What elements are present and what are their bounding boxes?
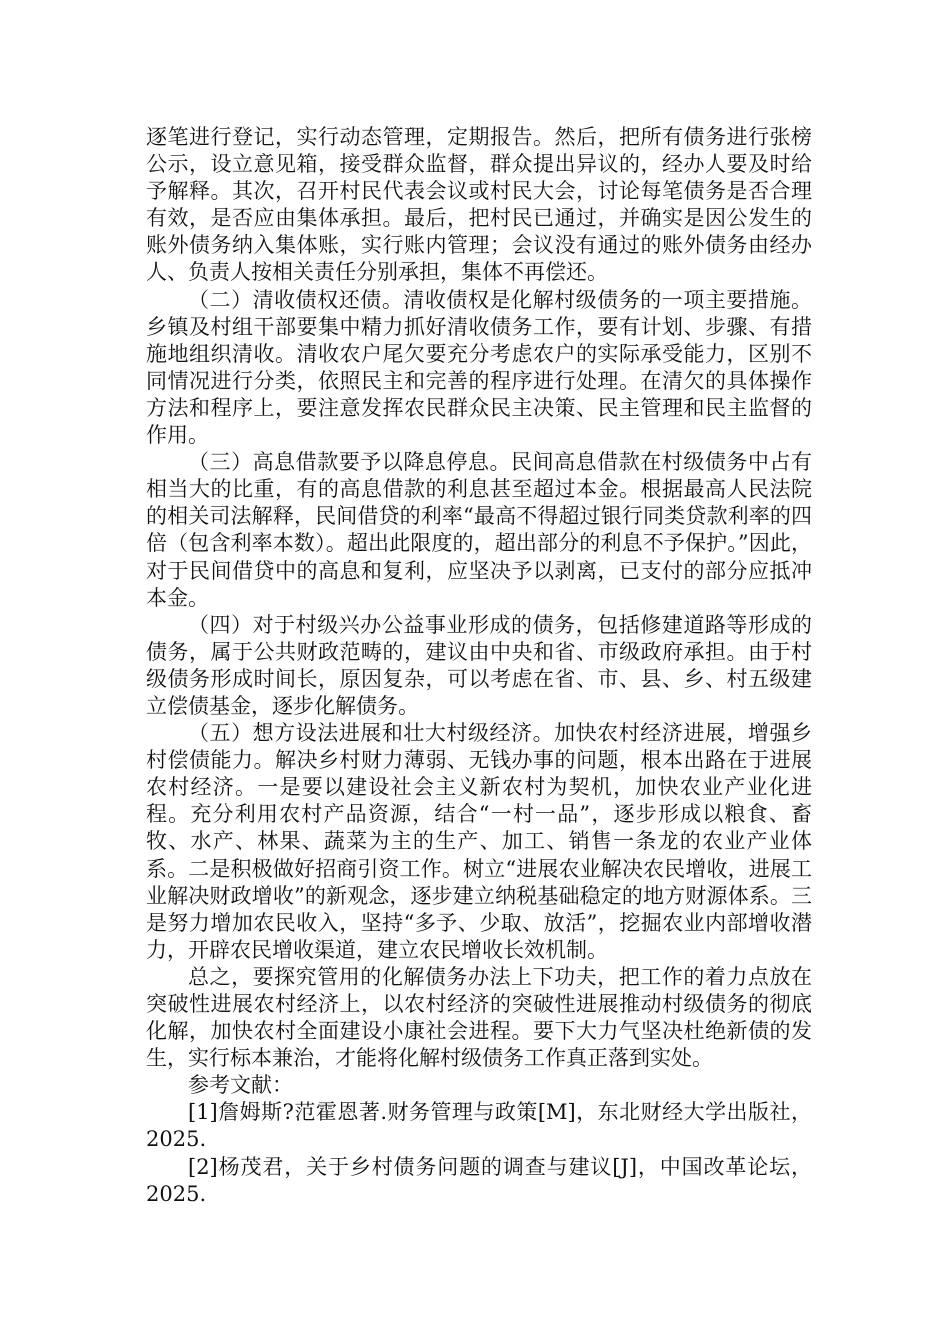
references-heading: 参考文献： [188,1073,293,1098]
paragraph-high-interest-loans: （三）高息借款要予以降息停息。民间高息借款在村级债务中占有相当大的比重，有的高息借款的利息甚至超过本金。根据最高人民法院的相关司法解释，民间借贷的利率“最高不得超过银行同类贷款利率的四倍（包含利率本数）。超出此限度的，超出部分的利息不予保护。”因此，对于民间借贷中的高息和复利，应坚决予以剥离，已支付的部分应抵冲本金。 [146,450,812,610]
document-body [146,124,812,1208]
paragraph-collect-claims: （二）清收债权还债。清收债权是化解村级债务的一项主要措施。乡镇及村组干部要集中精力抓好清收债务工作，要有计划、步骤、有措施地组织清收。清收农户尾欠要充分考虑农户的实际承受能力，区别不同情况进行分类，依照民主和完善的程序进行处理。在清欠的具体操作方法和程序上，要注意发挥农民群众民主决策、民主管理和民主监督的作用。 [146,287,812,448]
paragraph-continuation: 逐笔进行登记，实行动态管理，定期报告。然后，把所有债务进行张榜公示，设立意见箱，接受群众监督，群众提出异议的，经办人要及时给予解释。其次，召开村民代表会议或村民大会，讨论每笔债务是否合理有效，是否应由集体承担。最后，把村民已通过，并确实是因公发生的账外债务纳入集体账，实行账内管理；会议没有通过的账外债务由经办人、负责人按相关责任分别承担，集体不再偿还。 [146,125,812,285]
paragraph-conclusion: 总之，要探究管用的化解债务办法上下功夫，把工作的着力点放在突破性进展农村经济上，以农村经济的突破性进展推动村级债务的彻底化解，加快农村全面建设小康社会进程。要下大力气坚决杜绝新债的发生，实行标本兼治，才能将化解村级债务工作真正落到实处。 [146,964,812,1071]
paragraph-public-welfare-debt: （四）对于村级兴办公益事业形成的债务，包括修建道路等形成的债务，属于公共财政范畴的，建议由中央和省、市级政府承担。由于村级债务形成时间长，原因复杂，可以考虑在省、市、县、乡、村五级建立偿债基金，逐步化解债务。 [146,612,812,718]
reference-item: [2]杨茂君，关于乡村债务问题的调查与建议[J]，中国改革论坛，2025. [146,1154,812,1206]
reference-item: [1]詹姆斯?范霍恩著.财务管理与政策[M]，东北财经大学出版社，2025. [146,1100,812,1152]
paragraph-village-economy: （五）想方设法进展和壮大村级经济。加快农村经济进展，增强乡村偿债能力。解决乡村财力薄弱、无钱办事的问题，根本出路在于进展农村经济。一是要以建设社会主义新农村为契机，加快农业产业化进程。充分利用农村产品资源，结合“一村一品”，逐步形成以粮食、畜牧、水产、林果、蔬菜为主的生产、加工、销售一条龙的农业产业体系。二是积极做好招商引资工作。树立“进展农业解决农民增收，进展工业解决财政增收”的新观念，逐步建立纳税基础稳定的地方财源体系。三是努力增加农民收入，坚持“多予、少取、放活”，挖掘农业内部增收潜力，开辟农民增收渠道，建立农民增收长效机制。 [146,721,812,962]
